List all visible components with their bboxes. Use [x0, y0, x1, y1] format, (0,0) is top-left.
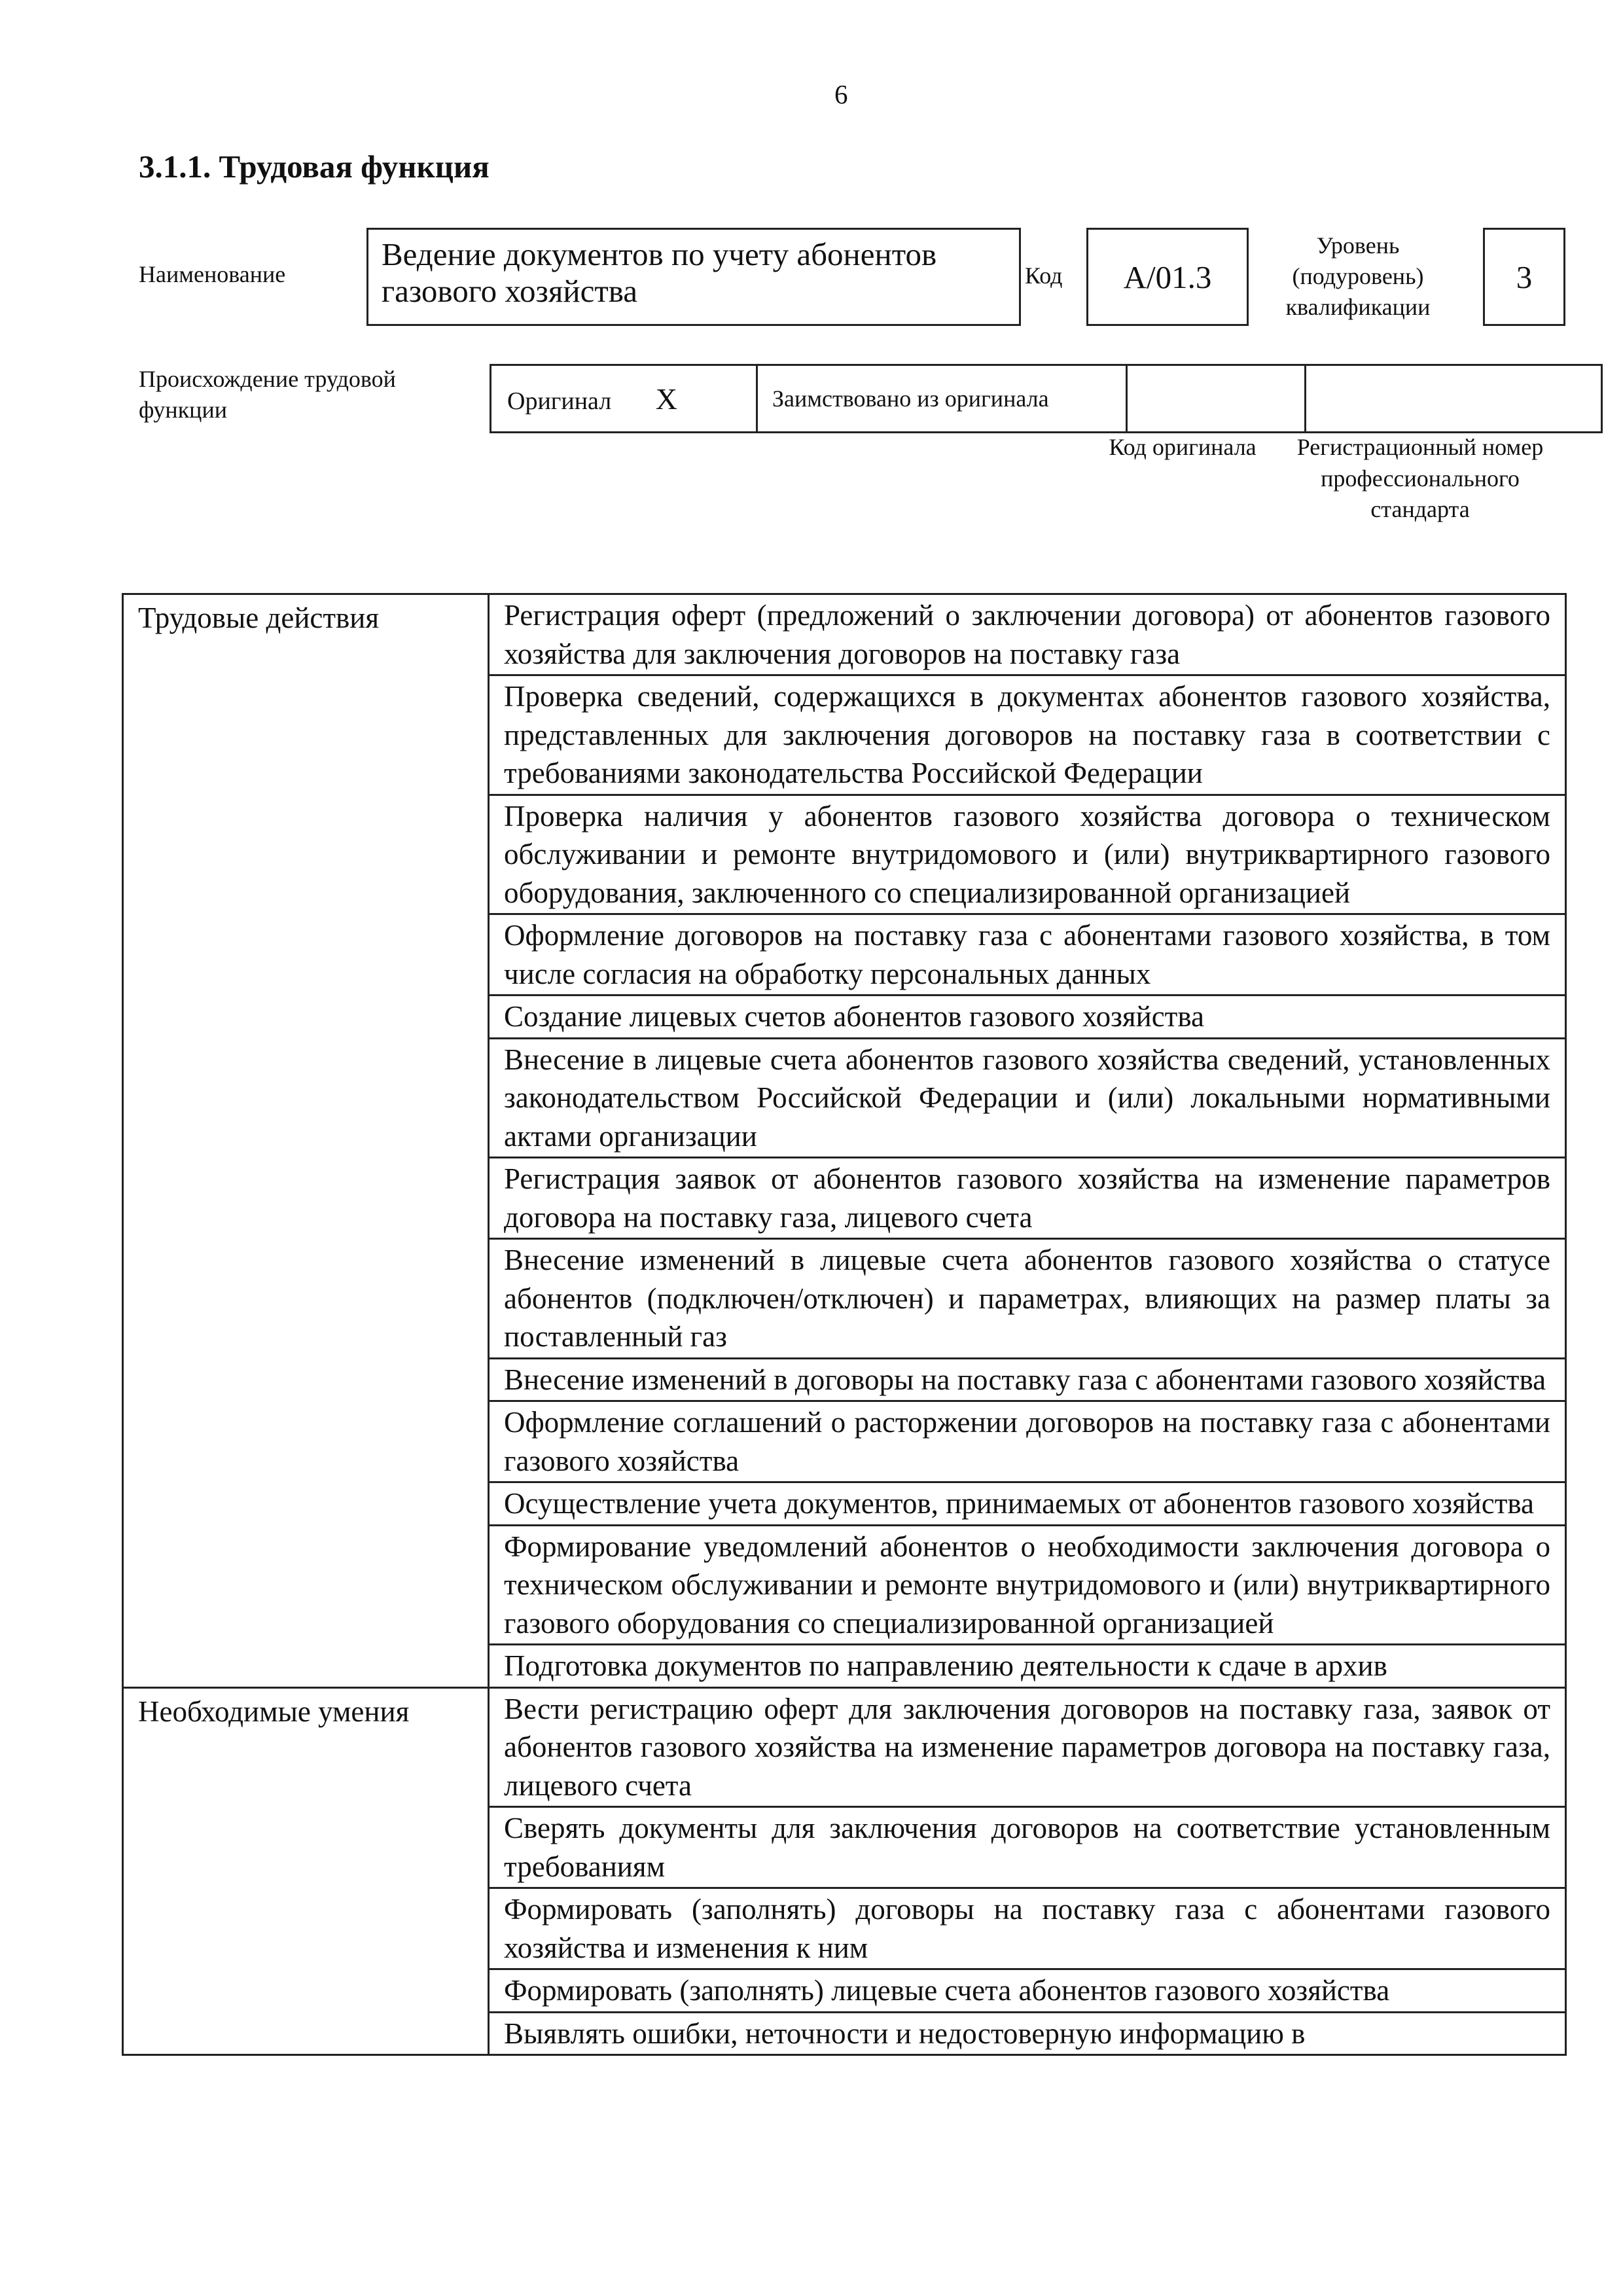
- name-label: Наименование: [139, 261, 286, 287]
- labor-actions-item: Подготовка документов по направлению деятельности к сдаче в архив: [489, 1645, 1566, 1688]
- reg-number-label: Регистрационный номер профессионального стандарта: [1296, 434, 1544, 523]
- table-row: [123, 1687, 1566, 1807]
- labor-actions-item: Регистрация оферт (предложений о заключении договора) от абонентов газового хозяйства для заключения договоров на поставку газа: [489, 594, 1566, 675]
- labor-actions-item: Оформление соглашений о расторжении договоров на поставку газа с абонентами газового хозяйства: [489, 1401, 1566, 1482]
- labor-actions-item: Внесение изменений в договоры на поставку газа с абонентами газового хозяйства: [489, 1358, 1566, 1401]
- reg-number-cell: [1306, 365, 1602, 433]
- labor-actions-item: Оформление договоров на поставку газа с абонентами газового хозяйства, в том числе согласия на обработку персональных данных: [489, 914, 1566, 996]
- labor-actions-item: Внесение в лицевые счета абонентов газового хозяйства сведений, установленных законодательством Российской Федерации и (или) локальными нормативными актами организации: [489, 1038, 1566, 1158]
- origin-label: Происхождение трудовой функции: [139, 366, 396, 423]
- borrowed-label: Заимствовано из оригинала: [772, 385, 1049, 412]
- labor-actions-label: Трудовые действия: [123, 594, 489, 1688]
- code-value-box: [1086, 228, 1249, 326]
- name-value-box: [366, 228, 1021, 326]
- labor-actions-item: Проверка наличия у абонентов газового хозяйства договора о техническом обслуживании и ремонте внутридомового и (или) внутриквартирного газового оборудования, заключенного со специализированной организацией: [489, 795, 1566, 914]
- labor-actions-item: Осуществление учета документов, принимаемых от абонентов газового хозяйства: [489, 1482, 1566, 1526]
- origin-table: [490, 364, 1603, 433]
- skills-item: Формировать (заполнять) лицевые счета абонентов газового хозяйства: [489, 1969, 1566, 2013]
- original-code-cell: [1127, 365, 1306, 433]
- original-cell: [491, 365, 757, 433]
- function-table: [122, 593, 1567, 2056]
- original-label: Оригинал: [507, 387, 612, 415]
- labor-actions-item: Формирование уведомлений абонентов о необходимости заключения договора о техническом обслуживании и ремонте внутридомового и (или) внутриквартирного газового оборудования со специализированной организацией: [489, 1525, 1566, 1645]
- section-title: 3.1.1. Трудовая функция: [139, 149, 490, 185]
- skills-label: Необходимые умения: [123, 1687, 489, 2055]
- page-number: 6: [834, 79, 848, 109]
- name-value: Ведение документов по учету абонентов газового хозяйства: [382, 236, 937, 310]
- level-value: 3: [1516, 259, 1533, 295]
- labor-actions-item: Регистрация заявок от абонентов газового хозяйства на изменение параметров договора на поставку газа, лицевого счета: [489, 1158, 1566, 1239]
- skills-item: Вести регистрацию оферт для заключения договоров на поставку газа, заявок от абонентов газового хозяйства на изменение параметров договора на поставку газа, лицевого счета: [489, 1687, 1566, 1807]
- borrowed-cell: [757, 365, 1127, 433]
- original-mark: X: [655, 382, 677, 416]
- code-label: Код: [1025, 262, 1063, 289]
- labor-actions-item: Создание лицевых счетов абонентов газового хозяйства: [489, 996, 1566, 1039]
- skills-item: Сверять документы для заключения договоров на соответствие установленным требованиям: [489, 1807, 1566, 1888]
- code-value: A/01.3: [1123, 259, 1212, 295]
- labor-actions-item: Проверка сведений, содержащихся в документах абонентов газового хозяйства, представленных для заключения договоров на поставку газа в соответствии с требованиями законодательства Российской Федерации: [489, 675, 1566, 795]
- table-row: [123, 594, 1566, 675]
- level-value-box: [1483, 228, 1565, 326]
- original-code-label: Код оригинала: [1109, 434, 1257, 460]
- skills-item: Формировать (заполнять) договоры на поставку газа с абонентами газового хозяйства и изменения к ним: [489, 1888, 1566, 1969]
- level-label: Уровень (подуровень) квалификации: [1285, 232, 1431, 320]
- labor-actions-item: Внесение изменений в лицевые счета абонентов газового хозяйства о статусе абонентов (подключен/отключен) и параметрах, влияющих на размер платы за поставленный газ: [489, 1239, 1566, 1359]
- skills-item: Выявлять ошибки, неточности и недостоверную информацию в: [489, 2012, 1566, 2055]
